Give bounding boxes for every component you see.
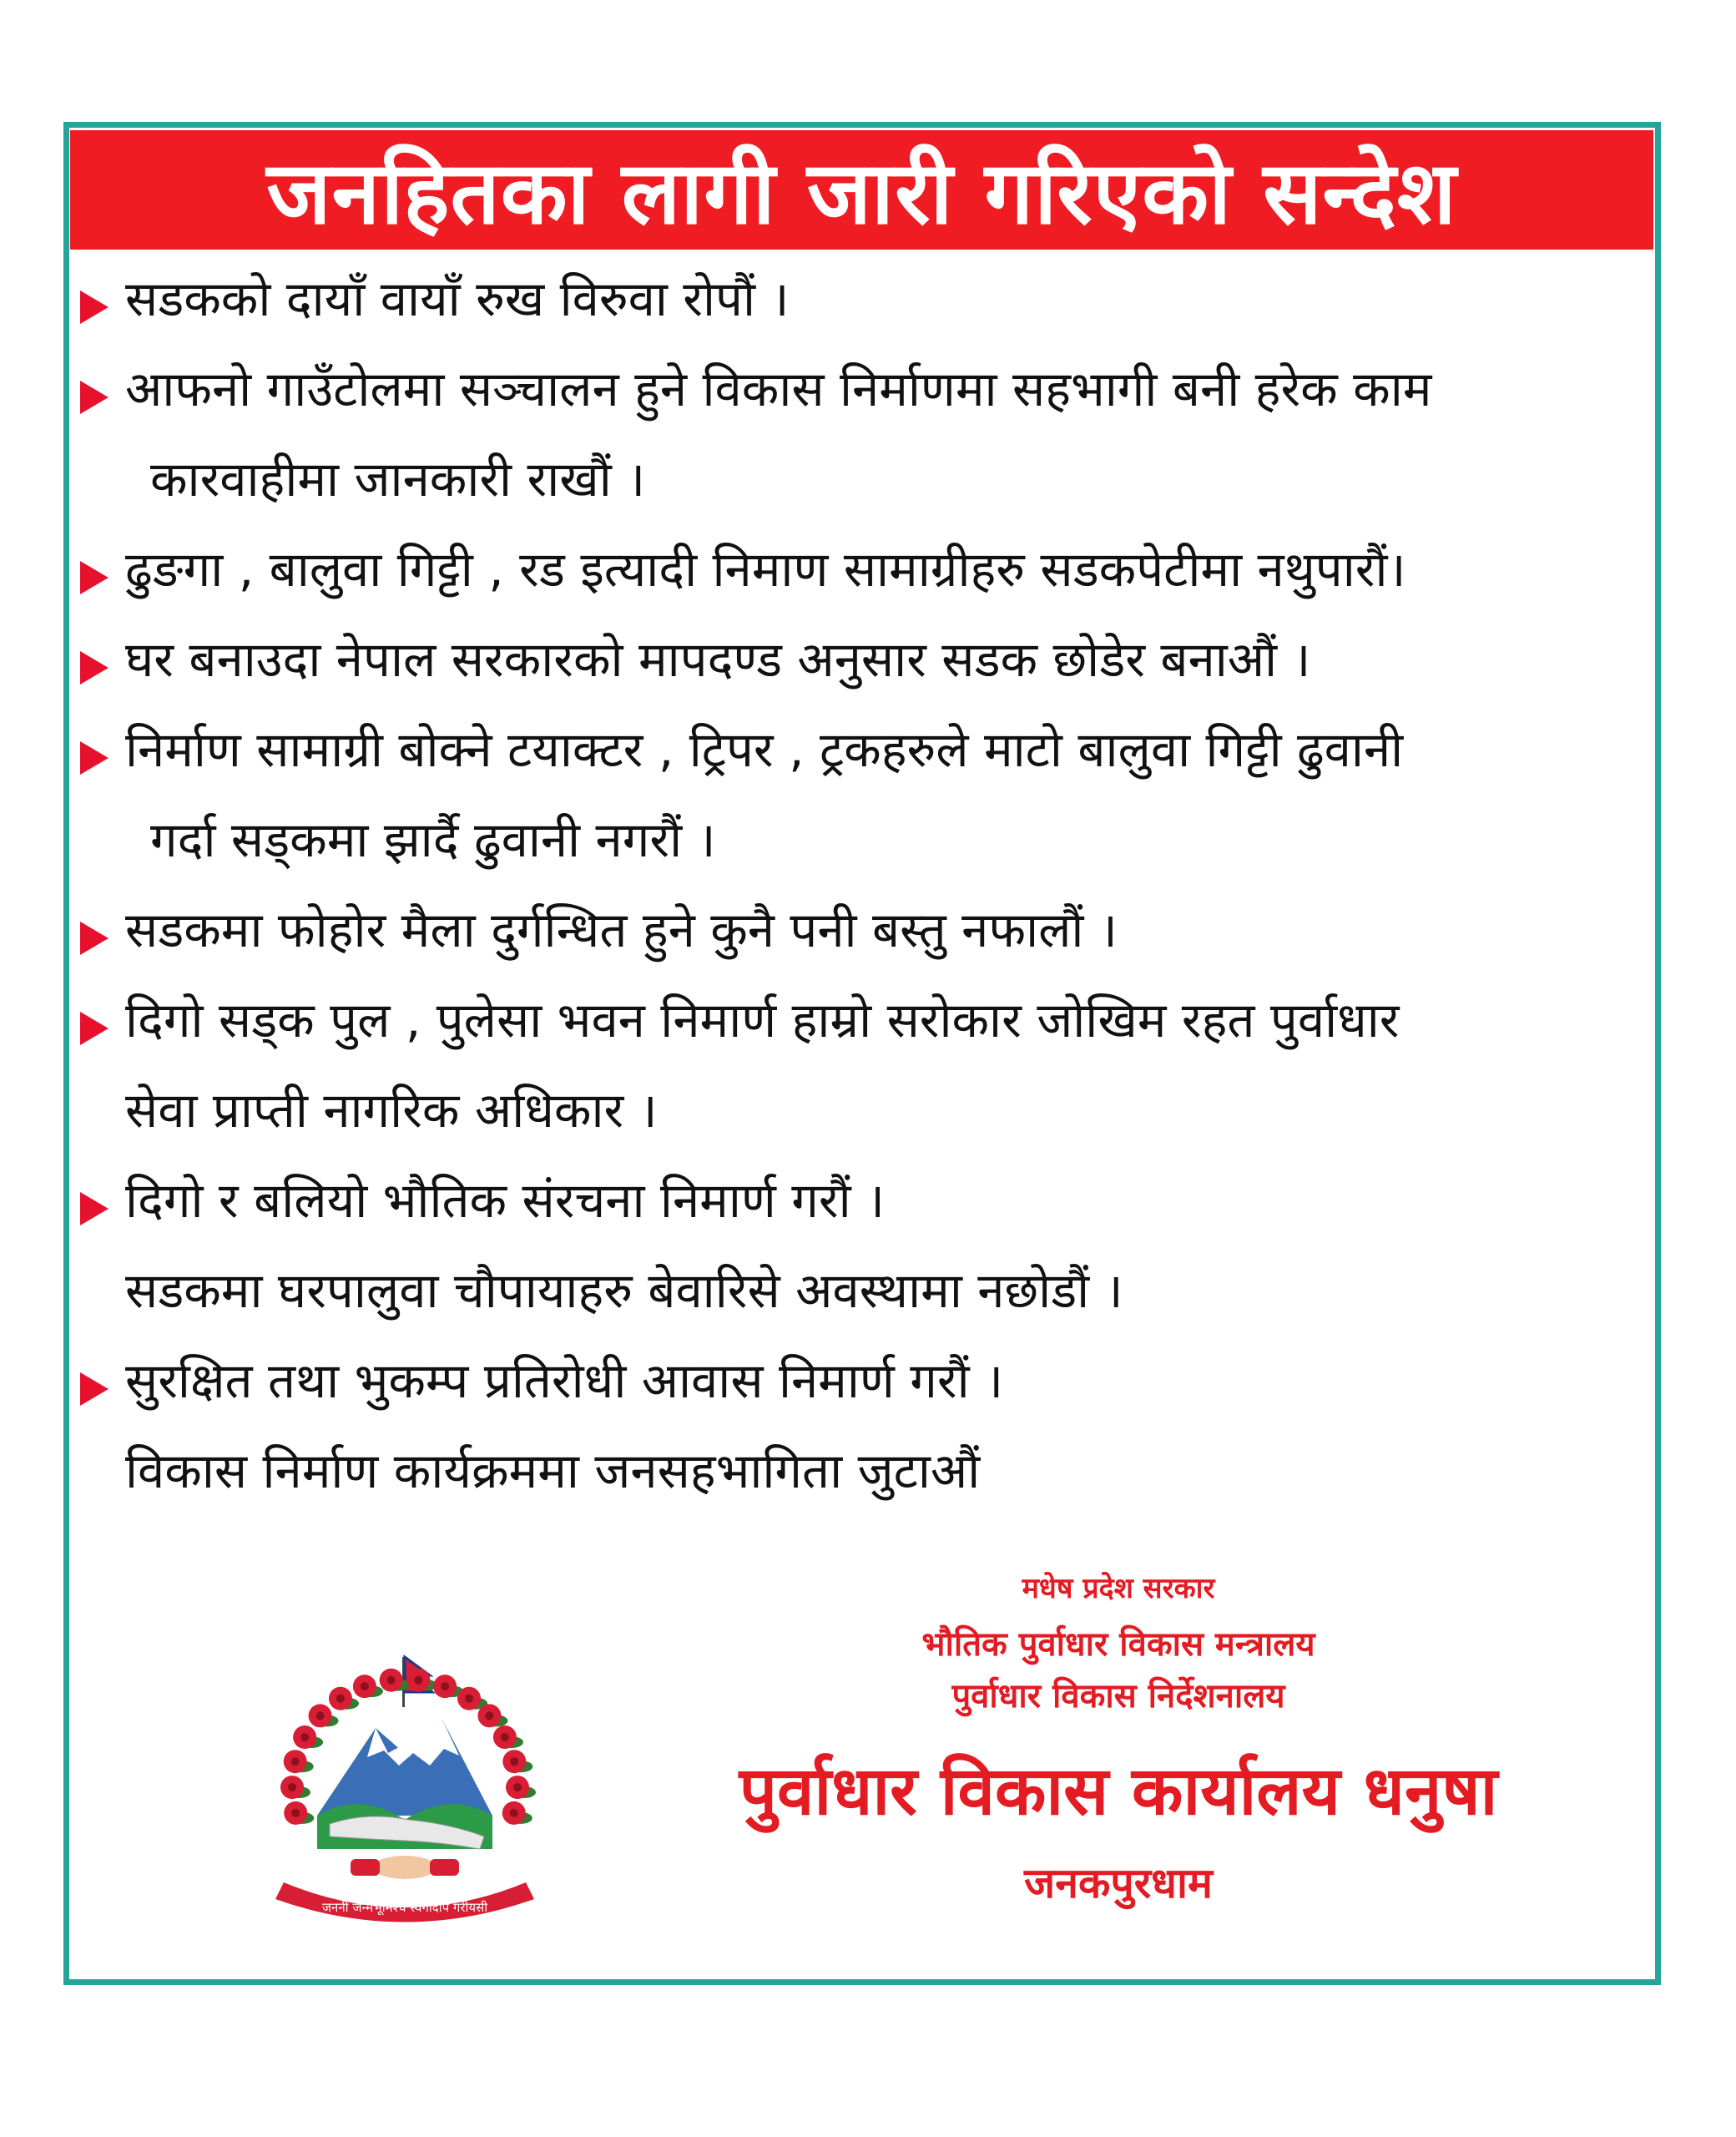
flower-center xyxy=(465,1695,473,1703)
flower-center xyxy=(316,1711,325,1720)
triangle-bullet-icon xyxy=(80,290,108,324)
nepal-emblem xyxy=(250,1649,559,1924)
message-list xyxy=(80,254,1649,1516)
message-item xyxy=(80,1155,1649,1245)
message-continuation: गर्दा सड्कमा झार्दै ढुवानी नगरौं । xyxy=(150,811,716,868)
flower-center xyxy=(441,1682,449,1690)
flower-center xyxy=(361,1682,369,1690)
message-text: विकास निर्माण कार्यक्रममा जनसहभागिता जुटाऔं xyxy=(125,1442,981,1499)
flower-center xyxy=(485,1711,493,1720)
message-item xyxy=(80,705,1649,885)
triangle-bullet-icon xyxy=(80,922,108,955)
banner-title: जनहितका लागी जारी गरिएको सन्देश xyxy=(70,130,1653,250)
message-item xyxy=(80,975,1649,1155)
message-text: सुरक्षित तथा भुकम्प प्रतिरोधी आवास निमार्ण गरौं । xyxy=(125,1352,1004,1409)
message-text: आफनो गाउँटोलमा सञ्चालन हुने विकास निर्माणमा सहभागी बनी हरेक काम xyxy=(125,361,1432,417)
message-text: घर बनाउदा नेपाल सरकारको मापदण्ड अनुसार सडक छोडेर बनाऔं । xyxy=(125,631,1311,688)
message-item xyxy=(80,885,1649,975)
message-text: सडकको दायाँ वायाँ रुख विरुवा रोपौं । xyxy=(125,270,790,327)
message-item xyxy=(80,524,1649,614)
flower-center xyxy=(510,1809,518,1817)
triangle-bullet-icon xyxy=(80,1372,108,1406)
flower-center xyxy=(510,1757,518,1766)
flower-center xyxy=(288,1783,296,1791)
message-text: सडकमा घरपालुवा चौपायाहरु बेवारिसे अवस्थामा नछोडौं । xyxy=(125,1262,1123,1319)
message-text: दिगो सड्क पुल , पुलेसा भवन निमार्ण हाम्रो सरोकार जोखिम रहत पुर्वाधार xyxy=(125,992,1400,1048)
message-text: निर्माण सामाग्री बोक्ने टयाक्टर , ट्रिपर , ट्रकहरुले माटो बालुवा गिट्टी ढुवानी xyxy=(125,721,1404,778)
message-item xyxy=(80,1336,1649,1426)
flower-center xyxy=(336,1695,345,1703)
mountain-icon xyxy=(317,1720,492,1816)
message-item xyxy=(80,1426,1649,1516)
message-item xyxy=(80,344,1649,524)
message-text: दिगो र बलियो भौतिक संरचना निमार्ण गरौं । xyxy=(125,1172,886,1229)
triangle-bullet-icon xyxy=(80,1192,108,1225)
message-item xyxy=(80,254,1649,344)
flower-center xyxy=(300,1733,309,1741)
message-text: ढुङगा , बालुवा गिट्टी , रड इत्यादी निमाण सामाग्रीहरु सडकपेटीमा नथुपारौं। xyxy=(125,541,1406,598)
message-text: सडकमा फोहोर मैला दुर्गन्धित हुने कुनै पनी बस्तु नफालौं । xyxy=(125,902,1118,958)
province-government: मधेष प्रदेश सरकार xyxy=(1022,1572,1215,1605)
directorate-name: पुर्वाधार विकास निर्देशनालय xyxy=(951,1677,1285,1715)
flower-center xyxy=(291,1809,300,1817)
flower-center xyxy=(387,1676,396,1685)
office-city: जनकपुरधाम xyxy=(1024,1859,1213,1907)
motto-text: जननी जन्मभूमिश्च स्वर्गादपि गरीयसी xyxy=(321,1900,488,1915)
flower-center xyxy=(414,1676,422,1685)
triangle-bullet-icon xyxy=(80,651,108,685)
triangle-bullet-icon xyxy=(80,381,108,414)
office-name: पुर्वाधार विकास कार्यालय धनुषा xyxy=(739,1752,1498,1830)
triangle-bullet-icon xyxy=(80,1012,108,1045)
message-continuation: सेवा प्राप्ती नागरिक अधिकार । xyxy=(125,1082,658,1139)
message-continuation: कारवाहीमा जानकारी राखौं । xyxy=(150,451,646,508)
triangle-bullet-icon xyxy=(80,741,108,775)
ministry-name: भौतिक पुर्वाधार विकास मन्त्रालय xyxy=(921,1625,1315,1664)
triangle-bullet-icon xyxy=(80,561,108,594)
flower-center xyxy=(501,1733,509,1741)
flower-center xyxy=(291,1757,300,1766)
flower-center xyxy=(513,1783,522,1791)
handshake-icon xyxy=(351,1856,459,1879)
message-item xyxy=(80,1245,1649,1336)
message-item xyxy=(80,614,1649,705)
